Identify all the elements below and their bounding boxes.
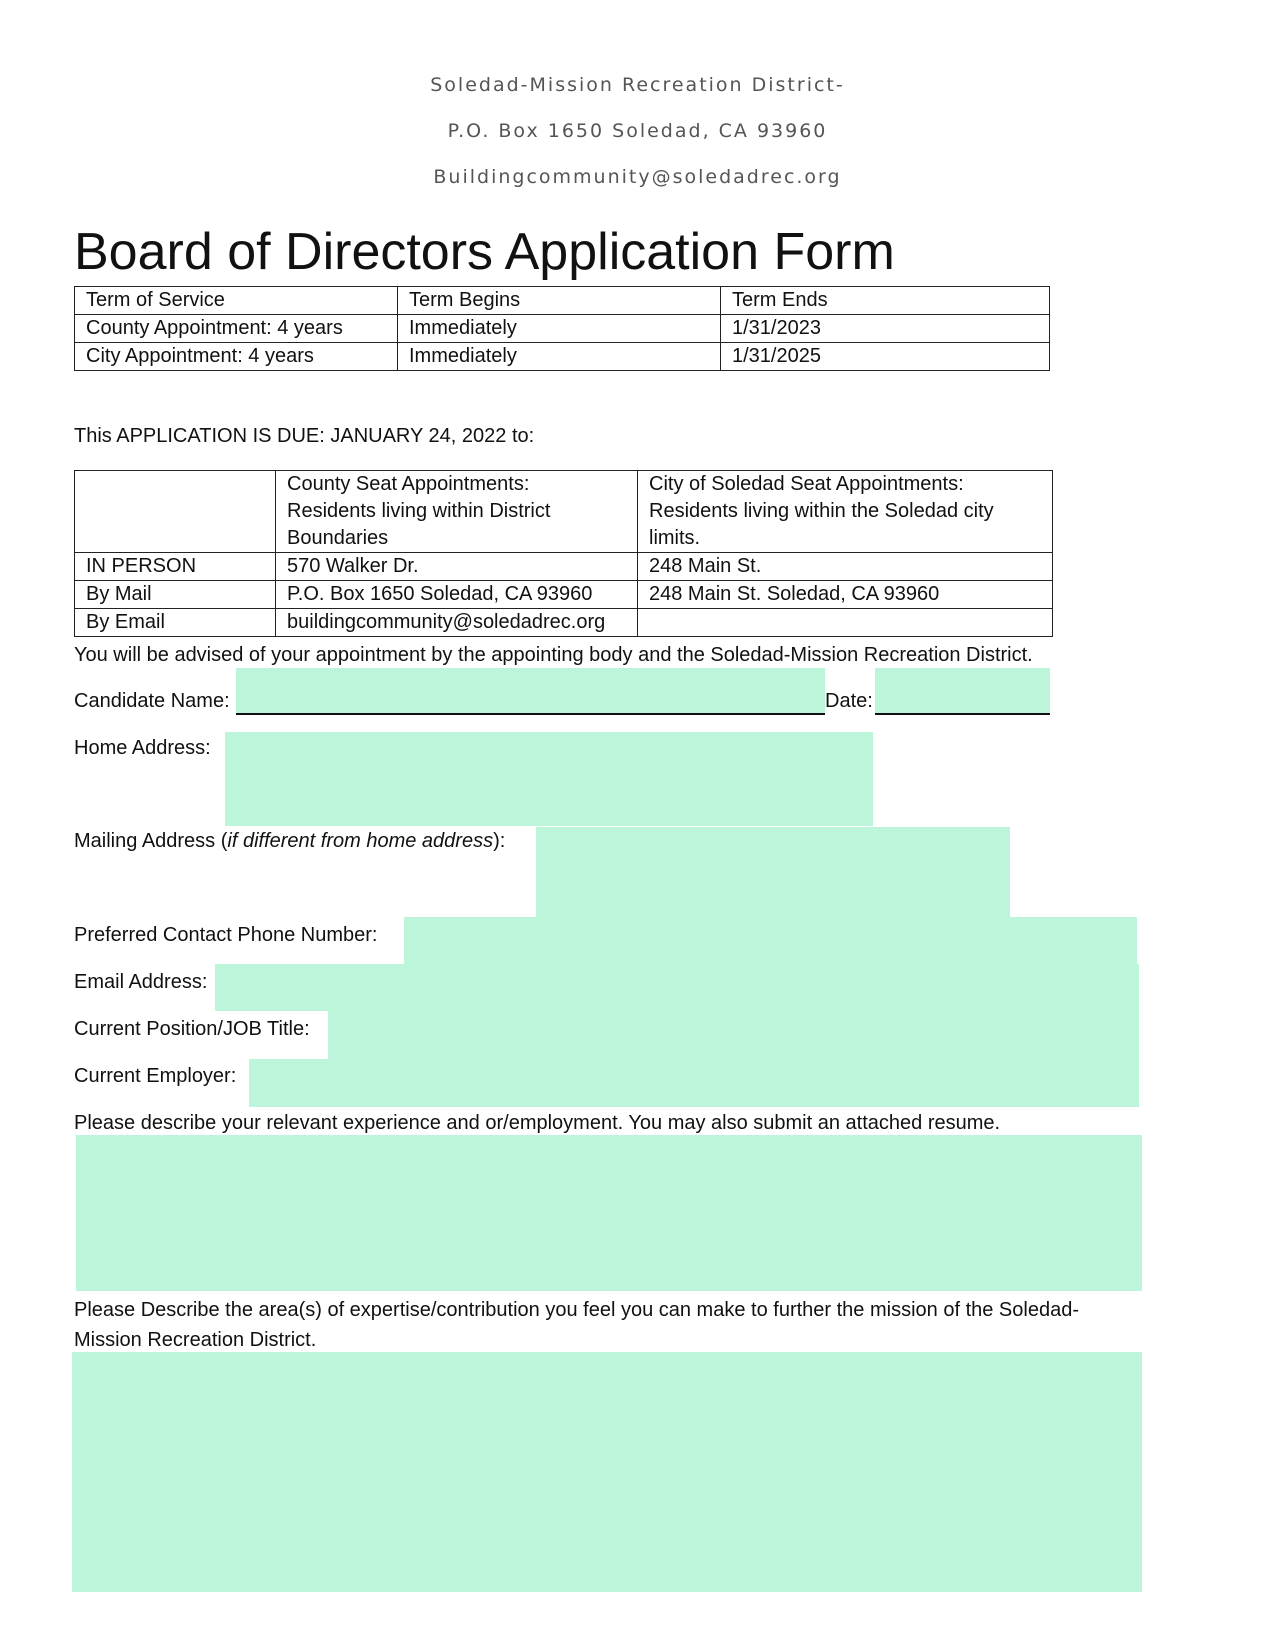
position-field[interactable] <box>328 1011 1139 1059</box>
table-cell: By Mail <box>75 581 276 609</box>
table-cell: P.O. Box 1650 Soledad, CA 93960 <box>276 581 638 609</box>
table-cell: County Appointment: 4 years <box>75 315 398 343</box>
table-cell: IN PERSON <box>75 553 276 581</box>
table-cell: 1/31/2025 <box>721 343 1050 371</box>
org-email: Buildingcommunity@soledadrec.org <box>433 166 842 188</box>
candidate-name-field[interactable] <box>236 668 825 714</box>
expertise-field[interactable] <box>72 1352 1142 1592</box>
table-header-cell: Term Begins <box>398 287 721 315</box>
term-table <box>74 286 1050 371</box>
table-cell: 248 Main St. Soledad, CA 93960 <box>638 581 1053 609</box>
candidate-name-underline <box>236 713 825 715</box>
table-row <box>75 581 1053 609</box>
mailing-address-label-prefix: Mailing Address ( <box>74 830 228 852</box>
employer-label: Current Employer: <box>74 1065 237 1087</box>
phone-label: Preferred Contact Phone Number: <box>74 924 378 946</box>
email-label: Email Address: <box>74 971 208 993</box>
experience-field[interactable] <box>76 1135 1142 1291</box>
mailing-address-label <box>74 828 505 855</box>
org-po-box: P.O. Box 1650 Soledad, CA 93960 <box>447 120 828 142</box>
table-row <box>75 343 1050 371</box>
home-address-label: Home Address: <box>74 737 211 759</box>
expertise-label-line1: Please Describe the area(s) of expertise/contribution you feel you can make to further the mission of the Soledad- <box>74 1299 1079 1321</box>
table-header-cell: County Seat Appointments: Residents living within District Boundaries <box>276 471 638 553</box>
table-cell: Immediately <box>398 343 721 371</box>
table-header-cell: Term of Service <box>75 287 398 315</box>
table-row <box>75 553 1053 581</box>
page-title: Board of Directors Application Form <box>74 223 895 281</box>
table-cell <box>638 609 1053 637</box>
table-cell: City Appointment: 4 years <box>75 343 398 371</box>
mailing-address-label-suffix: ): <box>493 830 506 852</box>
experience-label: Please describe your relevant experience and or/employment. You may also submit an attached resume. <box>74 1112 1001 1134</box>
table-cell: By Email <box>75 609 276 637</box>
position-label: Current Position/JOB Title: <box>74 1018 310 1040</box>
table-header-cell: City of Soledad Seat Appointments: Residents living within the Soledad city limits. <box>638 471 1053 553</box>
table-row <box>75 609 1053 637</box>
table-row <box>75 471 1053 553</box>
mailing-address-label-note: if different from home address <box>227 830 494 852</box>
date-label: Date: <box>825 690 873 712</box>
table-row <box>75 287 1050 315</box>
advised-text: You will be advised of your appointment by the appointing body and the Soledad-Mission Recreation District. <box>74 644 1033 666</box>
employer-field[interactable] <box>249 1059 1139 1107</box>
email-field[interactable] <box>215 964 1139 1011</box>
table-cell: 1/31/2023 <box>721 315 1050 343</box>
table-row <box>75 315 1050 343</box>
table-cell: 248 Main St. <box>638 553 1053 581</box>
date-field[interactable] <box>875 668 1050 714</box>
phone-field[interactable] <box>404 917 1137 964</box>
table-header-cell: Term Ends <box>721 287 1050 315</box>
table-cell: buildingcommunity@soledadrec.org <box>276 609 638 637</box>
home-address-field[interactable] <box>225 732 873 826</box>
candidate-name-label: Candidate Name: <box>74 690 230 712</box>
mailing-address-field[interactable] <box>536 827 1010 917</box>
submission-table <box>74 470 1053 637</box>
expertise-label-line2: Mission Recreation District. <box>74 1329 317 1351</box>
date-underline <box>875 713 1050 715</box>
table-header-cell <box>75 471 276 553</box>
due-date-text: This APPLICATION IS DUE: JANUARY 24, 2022 to: <box>74 425 535 447</box>
org-name: Soledad-Mission Recreation District- <box>430 74 845 96</box>
table-cell: 570 Walker Dr. <box>276 553 638 581</box>
table-cell: Immediately <box>398 315 721 343</box>
